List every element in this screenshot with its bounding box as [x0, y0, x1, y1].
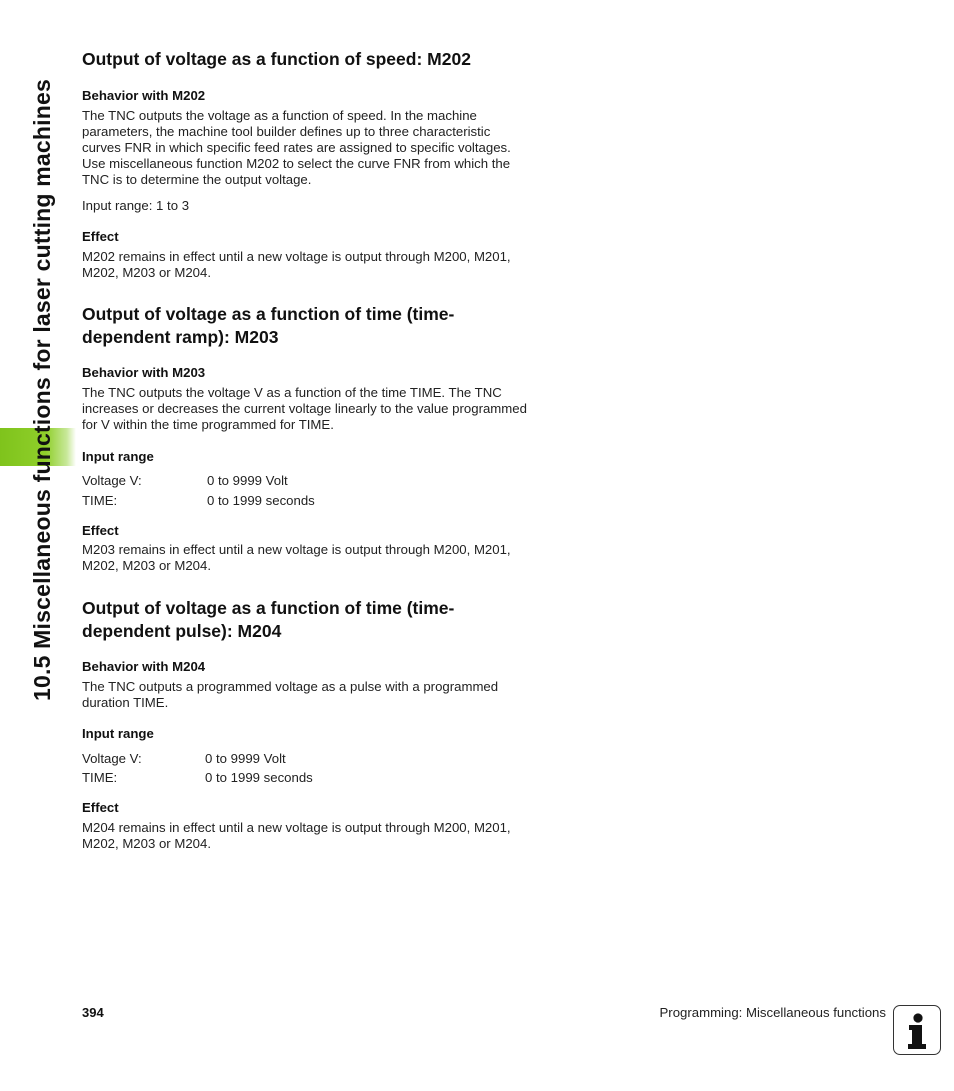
effect-heading-m202: Effect — [82, 229, 119, 244]
chapter-side-title: 10.5 Miscellaneous functions for laser cutting machines — [29, 79, 55, 701]
input-range-heading-m203: Input range — [82, 449, 154, 464]
section-heading-m204: Output of voltage as a function of time (time-dependent pulse): M204 — [82, 598, 455, 641]
section-heading-m203: Output of voltage as a function of time (time-dependent ramp): M203 — [82, 304, 455, 347]
info-icon — [893, 1005, 941, 1055]
behavior-heading-m203: Behavior with M203 — [82, 365, 206, 380]
section-heading-m202: Output of voltage as a function of speed: M202 — [82, 49, 471, 69]
effect-text-m203: M203 remains in effect until a new voltage is output through M200, M201, M202, M203 or M204. — [82, 542, 511, 573]
page-number: 394 — [82, 1005, 104, 1020]
behavior-heading-m204: Behavior with M204 — [82, 659, 206, 674]
input-value: 0 to 9999 Volt — [207, 473, 288, 488]
input-value: 0 to 1999 seconds — [207, 493, 315, 508]
input-label: TIME: — [82, 493, 118, 508]
behavior-text-m203: The TNC outputs the voltage V as a function of the time TIME. The TNC increases or decreases the current voltage linearly to the value programmed for V within the time programmed for TIME. — [82, 385, 527, 432]
input-label: TIME: — [82, 770, 118, 785]
input-value: 0 to 9999 Volt — [205, 751, 286, 766]
input-value: 0 to 1999 seconds — [205, 770, 313, 785]
input-range-m202: Input range: 1 to 3 — [82, 198, 190, 213]
input-range-heading-m204: Input range — [82, 726, 154, 741]
behavior-text-m204: The TNC outputs a programmed voltage as a pulse with a programmed duration TIME. — [82, 679, 499, 710]
input-label: Voltage V: — [82, 751, 142, 766]
behavior-text-m202: The TNC outputs the voltage as a function of speed. In the machine parameters, the machine tool builder defines up to three characteristic curves FNR in which specific feed rates are assigned to specific voltages. Use miscellaneous function M202 to select the curve FNR from which the TNC is to determine the output voltage. — [82, 108, 511, 187]
footer-chapter-title: Programming: Miscellaneous functions — [659, 1005, 886, 1020]
effect-text-m204: M204 remains in effect until a new voltage is output through M200, M201, M202, M203 or M204. — [82, 820, 511, 851]
effect-heading-m203: Effect — [82, 523, 119, 538]
input-label: Voltage V: — [82, 473, 142, 488]
behavior-heading-m202: Behavior with M202 — [82, 88, 206, 103]
effect-heading-m204: Effect — [82, 800, 119, 815]
effect-text-m202: M202 remains in effect until a new voltage is output through M200, M201, M202, M203 or M204. — [82, 249, 511, 280]
